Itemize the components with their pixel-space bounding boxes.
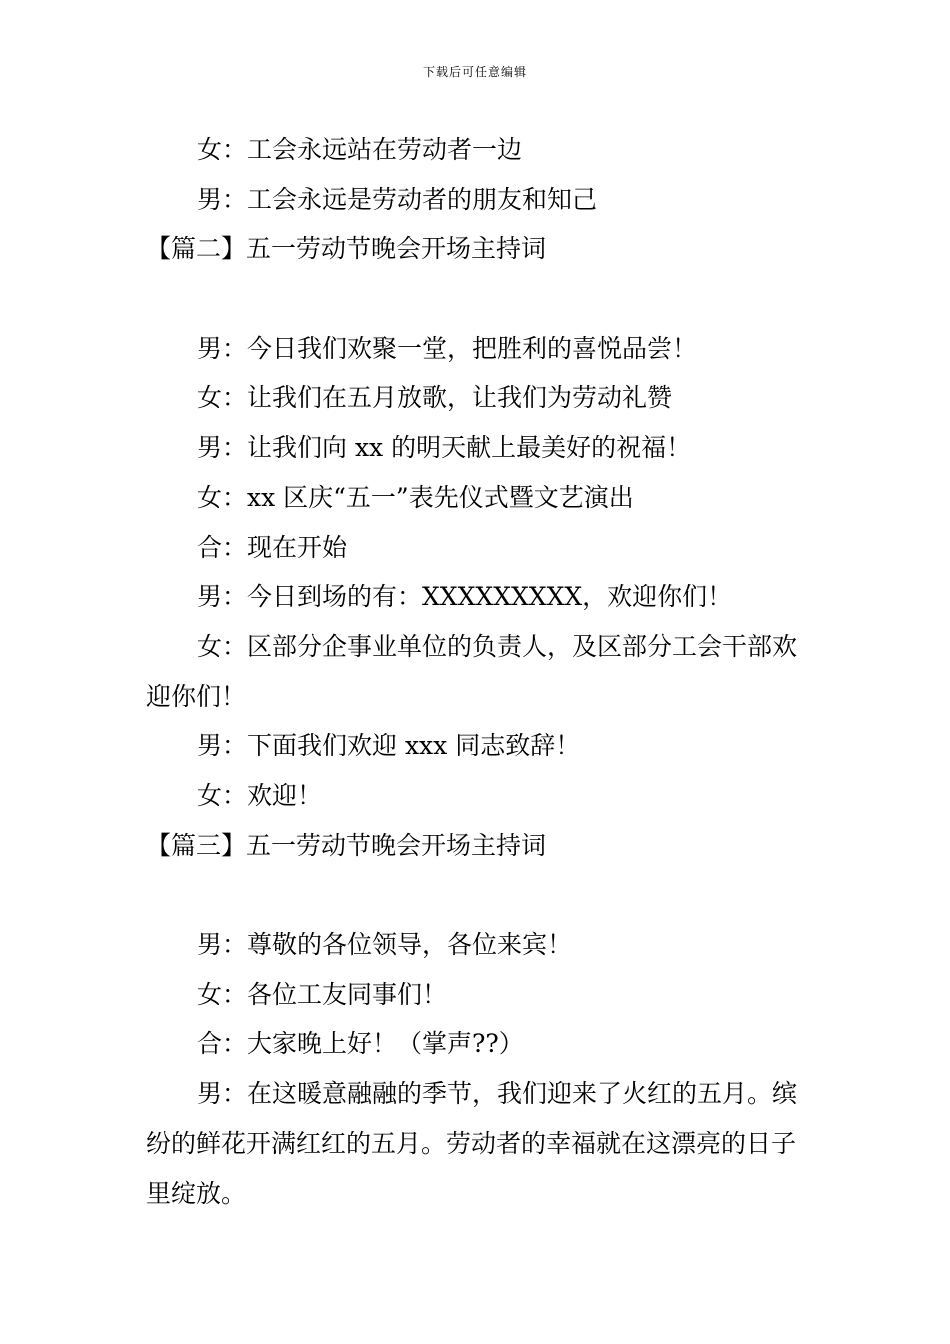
dialogue-line: 女：欢迎！ [197,780,323,810]
dialogue-line: 女：xx 区庆“五一”表先仪式暨文艺演出 [197,482,634,512]
section-heading: 【篇三】五一劳动节晚会开场主持词 [146,830,547,860]
document-body [146,125,806,1218]
dialogue-line: 合：现在开始 [197,532,348,562]
dialogue-line: 男：今日到场的有：XXXXXXXXX，欢迎你们！ [197,582,733,612]
section-heading: 【篇二】五一劳动节晚会开场主持词 [146,234,547,264]
dialogue-line: 女：工会永远站在劳动者一边 [197,135,523,164]
dialogue-paragraph: 男：在这暖意融融的季节，我们迎来了火红的五月。缤纷的鲜花开满红红的五月。劳动者的幸福就在这漂亮的日子里绽放。 [146,1079,798,1208]
dialogue-line: 女：各位工友同事们！ [197,979,448,1009]
blank-line [146,274,806,324]
dialogue-line: 女：让我们在五月放歌，让我们为劳动礼赞 [197,383,673,413]
dialogue-line: 男：工会永远是劳动者的朋友和知己 [197,184,598,214]
dialogue-line: 合：大家晚上好！（掌声??） [197,1029,524,1059]
blank-line [146,870,806,920]
page-header-note: 下载后可任意编辑 [422,65,527,79]
dialogue-paragraph: 女：区部分企事业单位的负责人，及区部分工会干部欢迎你们！ [146,631,798,711]
dialogue-line: 男：今日我们欢聚一堂，把胜利的喜悦品尝！ [197,333,698,363]
dialogue-line: 男：下面我们欢迎 xxx 同志致辞！ [197,731,581,761]
dialogue-line: 男：尊敬的各位领导，各位来宾！ [197,930,573,960]
dialogue-line: 男：让我们向 xx 的明天献上最美好的祝福！ [197,433,692,463]
